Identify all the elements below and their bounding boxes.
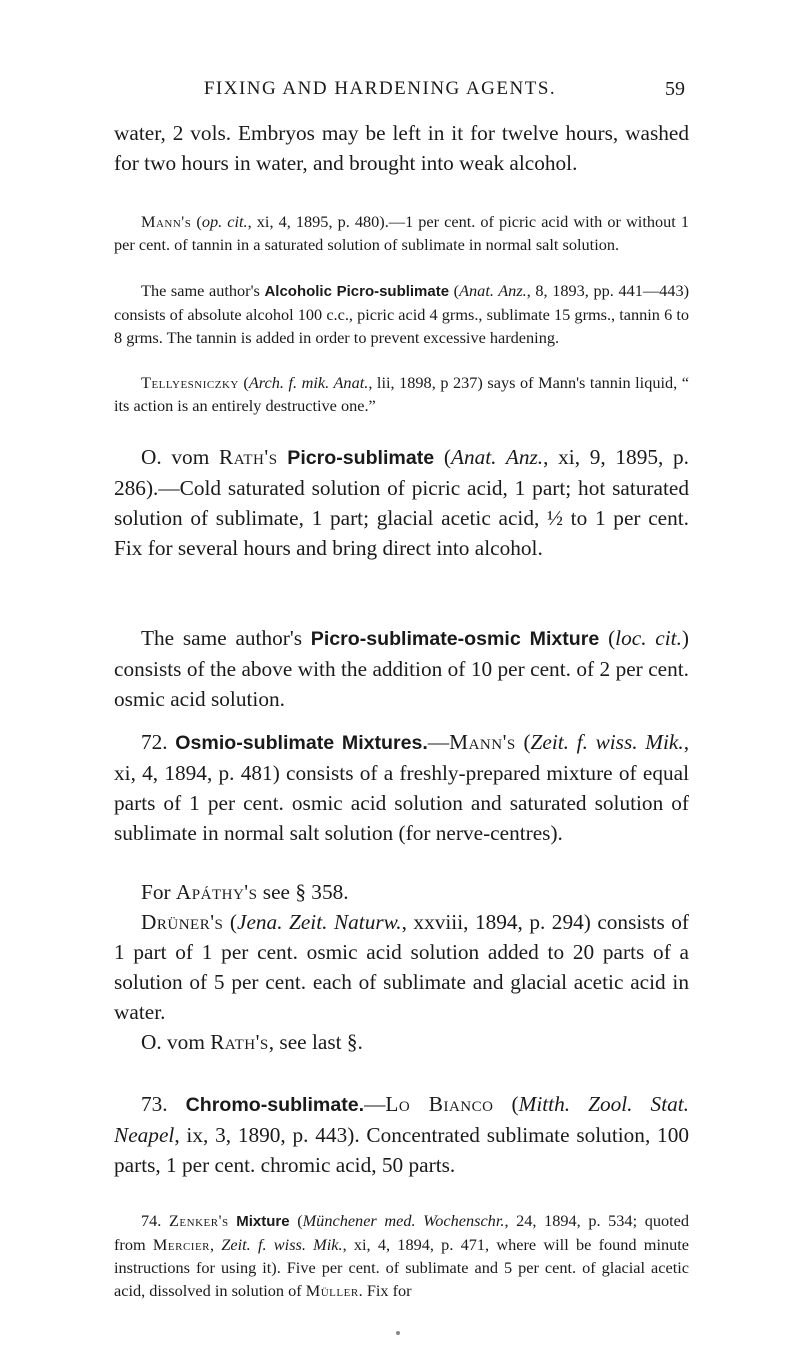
print-speck <box>396 1331 400 1335</box>
author-name: Mann's <box>141 212 192 231</box>
paragraph-picro-sublimate-osmic <box>114 623 689 714</box>
citation: Mitth. Zool. Stat. Neapel <box>114 1092 689 1147</box>
citation: Münchener med. Wochenschr. <box>302 1211 505 1230</box>
section-number: 73. <box>141 1092 168 1116</box>
text-run: — <box>364 1092 386 1116</box>
reagent-heading: Alcoholic Picro-sublimate <box>264 283 450 300</box>
text-run: ( <box>223 910 237 934</box>
section-73-chromo-sublimate <box>114 1089 689 1180</box>
author-name: Lo Bianco <box>385 1092 494 1116</box>
paragraph-mann-picric-tannin <box>114 210 689 256</box>
text-run: ( <box>238 373 249 392</box>
section-heading: Mixture <box>236 1213 290 1230</box>
citation: Arch. f. mik. Anat. <box>248 373 369 392</box>
section-74-zenker-mixture <box>114 1209 689 1302</box>
section-72-osmio-sublimate <box>114 727 689 848</box>
citation: Zeit. f. wiss. Mik. <box>221 1235 343 1254</box>
author-name: Drüner's <box>141 910 224 934</box>
paragraph-embryos <box>114 118 689 178</box>
text-run: , 24, 1894, p. 534; quoted from <box>114 1211 690 1254</box>
text-run: ( <box>515 730 531 754</box>
paragraph-text: water, 2 vols. Embryos may be left in it for twelve hours, washed for two hours in water, and brought into weak alcohol. <box>114 121 689 175</box>
citation: loc. cit. <box>615 626 682 650</box>
author-name: Rath's <box>210 1030 269 1054</box>
citation: Jena. Zeit. Naturw. <box>237 910 402 934</box>
text-run: ( <box>191 212 202 231</box>
text-run: , lii, 1898, p 237) says of Mann's tannin liquid, “ its action is an entirely destructive one.” <box>114 373 690 415</box>
text-run: , xi, 4, 1894, p. 471, where will be found minute instructions for using it). Five per cent. of sublimate and 5 per cent. of glacial acetic acid, dissolved in solution of <box>114 1235 690 1300</box>
text-run: ( <box>599 626 616 650</box>
text-run: , <box>210 1235 222 1254</box>
text-run: , xi, 4, 1894, p. 481) consists of a freshly-prepared mixture of equal parts of 1 per cent. osmic acid solution and saturated solution of sublimate in normal salt solution (for nerve-centres). <box>114 730 690 845</box>
paragraph-apathy <box>114 877 689 907</box>
text-run: , 8, 1893, pp. 441—443) consists of absolute alcohol 100 c.c., picric acid 4 grms., sublimate 15 grms., tannin 6 to 8 grms. The tannin is added in order to prevent excessive hardening. <box>114 281 690 347</box>
text-run: ( <box>289 1211 303 1230</box>
author-name: Zenker's <box>168 1211 229 1230</box>
text-run: O. vom <box>141 1030 211 1054</box>
author-name: Apáthy's <box>175 880 258 904</box>
text-run: ( <box>434 445 451 469</box>
citation: Zeit. f. wiss. Mik. <box>530 730 684 754</box>
text-run: , xi, 4, 1895, p. 480).—1 per cent. of picric acid with or without 1 per cent. of tannin in a saturated solution of sublimate in normal salt solution. <box>114 212 690 254</box>
text-run: ( <box>493 1092 519 1116</box>
reagent-heading: Picro-sublimate <box>287 447 435 469</box>
author-name: Mann's <box>449 730 516 754</box>
author-name: Rath's <box>218 445 278 469</box>
text-run: For <box>141 880 176 904</box>
text-run: ( <box>449 281 460 300</box>
section-heading: Chromo-sublimate. <box>185 1094 365 1116</box>
citation: Anat. Anz. <box>459 281 527 300</box>
text-run: , xi, 9, 1895, p. 286).—Cold saturated solution of picric acid, 1 part; hot saturated solution of sublimate, 1 part; glacial acetic acid, ½ to 1 per cent. Fix for several hours and bring direct into alcohol. <box>114 445 690 560</box>
citation: Anat. Anz. <box>450 445 544 469</box>
citation: op. cit. <box>201 212 248 231</box>
author-name: Mercier <box>152 1235 210 1254</box>
section-number: 74. <box>141 1211 162 1230</box>
section-number: 72. <box>141 730 168 754</box>
paragraph-vom-rath-see-last <box>114 1027 689 1057</box>
paragraph-tellyesniczky <box>114 371 689 417</box>
running-head <box>0 78 800 108</box>
paragraph-alcoholic-picro-sublimate <box>114 279 689 349</box>
text-run: The same author's <box>141 281 265 300</box>
text-run: see § 358. <box>257 880 349 904</box>
running-title: FIXING AND HARDENING AGENTS. <box>203 78 557 99</box>
text-run: . Fix for <box>358 1281 412 1300</box>
text-run: ) consists of the above with the addition of 10 per cent. of 2 per cent. osmic acid solution. <box>114 626 690 711</box>
author-name: Tellyesniczky <box>141 373 239 392</box>
author-name: Müller <box>305 1281 359 1300</box>
page-number: 59 <box>665 78 685 100</box>
paragraph-vom-rath-picro-sublimate <box>114 442 689 563</box>
section-heading: Osmio-sublimate Mixtures. <box>175 732 428 754</box>
text-run: — <box>427 730 450 754</box>
text-run: , ix, 3, 1890, p. 443). Concentrated sublimate solution, 100 parts, 1 per cent. chromic acid, 50 parts. <box>114 1123 689 1177</box>
paragraph-druner <box>114 907 689 1027</box>
text-run: , see last §. <box>268 1030 363 1054</box>
reagent-heading: Picro-sublimate-osmic Mixture <box>310 628 600 650</box>
text-run: O. vom <box>141 445 219 469</box>
text-run: The same author's <box>141 626 311 650</box>
text-run <box>278 445 288 469</box>
text-run: , xxviii, 1894, p. 294) consists of 1 part of 1 per cent. osmic acid solution added to 20 parts of a solution of 5 per cent. each of sublimate and glacial acetic acid in water. <box>114 910 690 1024</box>
